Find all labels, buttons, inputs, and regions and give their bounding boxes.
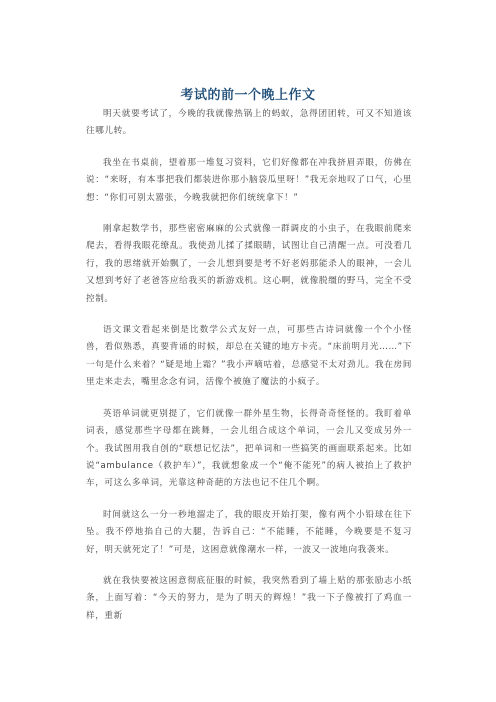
paragraph-1: 明天就要考试了，今晚的我就像热锅上的蚂蚁，急得团团转，可又不知道该往哪儿转。 <box>86 109 412 137</box>
paragraph-7: 就在我快要被这困意彻底征服的时候，我突然看到了墙上贴的那张励志小纸条，上面写着：“今天的努力，是为了明天的辉煌！”我一下子像被打了鸡血一样，重新 <box>86 575 412 621</box>
paragraph-5: 英语单词就更别提了，它们就像一群外星生物，长得奇奇怪怪的。我盯着单词表，感觉那些字母都在跳舞，一会儿组合成这个单词，一会儿又变成另外一个。我试图用我自创的“联想记忆法”，把单词和一些搞笑的画面联系起来。比如说“ambulance（救护车）”，我就想象成一个“俺不能死”的病人被抬上了救护车，可这么多单词，光靠这种奇葩的方法也记不住几个啊。 <box>86 408 412 489</box>
paragraph-6: 时间就这么一分一秒地溜走了，我的眼皮开始打架，像有两个小铅球在往下坠。我不停地掐自己的大腿，告诉自己：“不能睡，不能睡，今晚要是不复习好，明天就死定了！”可是，这困意就像潮水一样，一波又一波地向我袭来。 <box>86 509 412 555</box>
paragraph-3: 刚拿起数学书，那些密密麻麻的公式就像一群调皮的小虫子，在我眼前爬来爬去，看得我眼花缭乱。我使劲儿揉了揉眼睛，试图让自己清醒一点。可没看几行，我的思绪就开始飘了，一会儿想到要是考不好老妈那能杀人的眼神，一会儿又想到考好了老爸答应给我买的新游戏机。这心啊，就像脱缰的野马，完全不受控制。 <box>86 224 412 304</box>
page-title: 考试的前一个晚上作文 <box>180 88 316 103</box>
paragraph-2: 我坐在书桌前，望着那一堆复习资料，它们好像都在冲我挤眉弄眼，仿佛在说：“来呀，有本事把我们都装进你那小脑袋瓜里呀！”我无奈地叹了口气，心里想：“你们可别太嚣张，今晚我就把你们统统拿下！” <box>86 157 412 203</box>
paragraph-4: 语文课文看起来倒是比数学公式友好一点，可那些古诗词就像一个个小怪兽，看似熟悉，真要背诵的时候，却总在关键的地方卡壳。“床前明月光……”下一句是什么来着？“疑是地上霜？”我小声嘀咕着，总感觉不太对劲儿。我在房间里走来走去，嘴里念念有词，活像个被施了魔法的小疯子。 <box>86 325 412 388</box>
article-body <box>86 106 412 639</box>
